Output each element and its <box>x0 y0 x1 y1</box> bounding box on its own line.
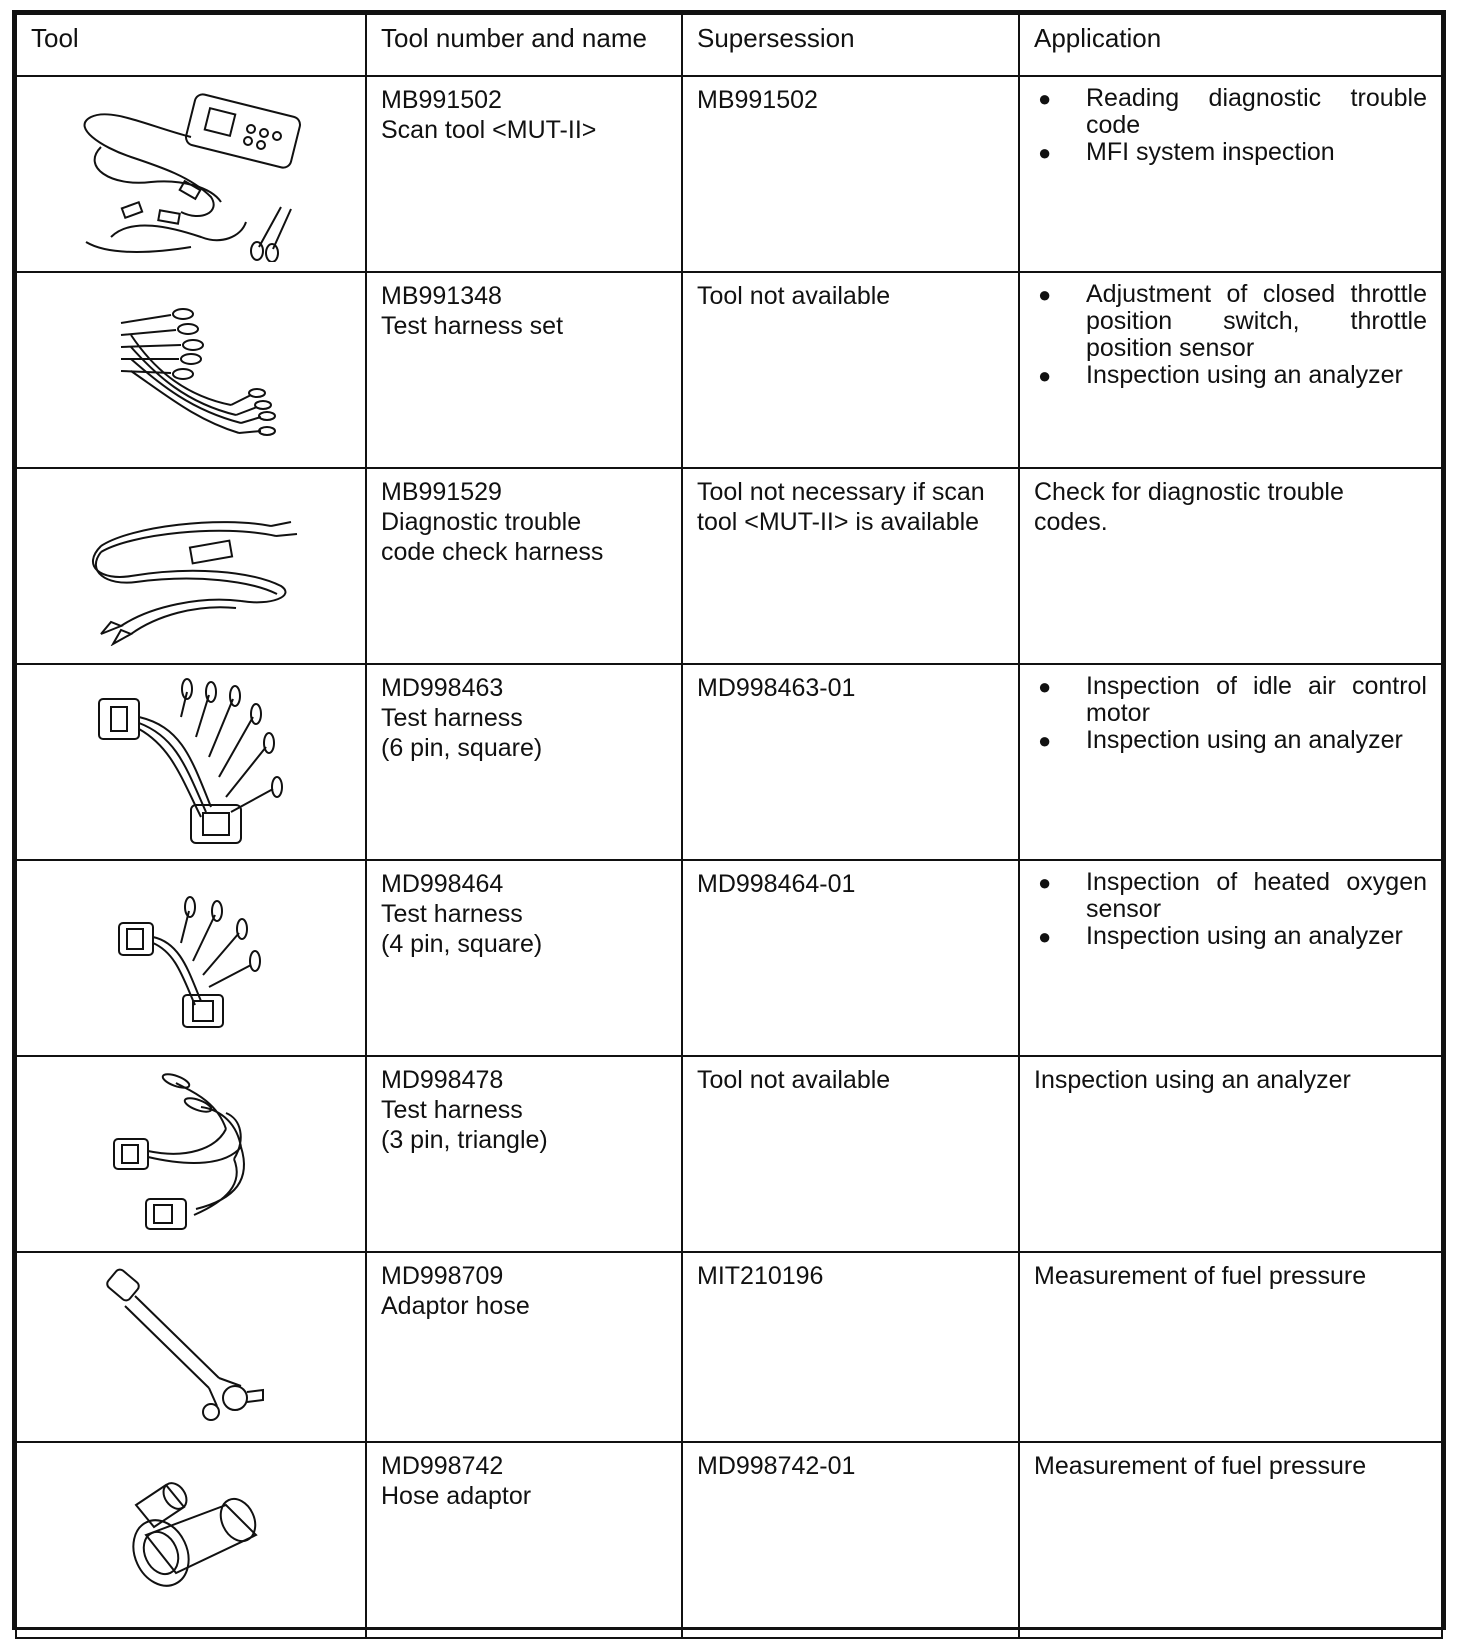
supersession-text: MIT210196 <box>697 1262 824 1290</box>
tool-name: (6 pin, square) <box>381 734 543 762</box>
tool-number-name-cell <box>366 860 682 1056</box>
supersession-text: MD998463-01 <box>697 674 856 702</box>
table-row <box>16 1056 1442 1252</box>
tool-name: Diagnostic trouble <box>381 508 582 536</box>
supersession-text: Tool not necessary if scan <box>697 478 985 506</box>
test-harness-4pin-icon <box>111 883 271 1033</box>
supersession-cell <box>682 1056 1019 1252</box>
table-row <box>16 1442 1442 1638</box>
supersession-cell <box>682 272 1019 468</box>
application-text: Measurement of fuel pressure <box>1034 1262 1367 1290</box>
tool-name: Hose adaptor <box>381 1482 532 1510</box>
application-cell <box>1019 1056 1442 1252</box>
application-list <box>1034 673 1427 754</box>
application-cell <box>1019 860 1442 1056</box>
application-list <box>1034 869 1427 950</box>
supersession-text: MB991502 <box>697 86 818 114</box>
tool-name: Test harness <box>381 1096 523 1124</box>
hose-adaptor-icon <box>106 1465 276 1615</box>
tool-number-name-cell <box>366 1252 682 1442</box>
tool-name: Test harness set <box>381 312 564 340</box>
tool-number: MB991348 <box>381 282 502 310</box>
application-cell <box>1019 468 1442 664</box>
table-row <box>16 468 1442 664</box>
tool-name: Scan tool <MUT-II> <box>381 116 597 144</box>
tool-number-name-cell <box>366 76 682 272</box>
tool-image-cell <box>16 1442 366 1638</box>
supersession-cell <box>682 860 1019 1056</box>
tool-number: MB991529 <box>381 478 502 506</box>
tool-name: Test harness <box>381 900 523 928</box>
application-item: ● MFI system inspection <box>1034 139 1427 166</box>
application-cell <box>1019 76 1442 272</box>
application-cell <box>1019 272 1442 468</box>
supersession-text: Tool not available <box>697 282 891 310</box>
application-list <box>1034 281 1427 389</box>
table-row <box>16 664 1442 860</box>
application-list <box>1034 85 1427 166</box>
supersession-cell <box>682 1442 1019 1638</box>
tool-image-cell <box>16 664 366 860</box>
tool-number: MD998463 <box>381 674 504 702</box>
supersession-cell <box>682 1252 1019 1442</box>
tool-number-name-cell <box>366 1056 682 1252</box>
tool-number-name-cell <box>366 1442 682 1638</box>
application-cell <box>1019 1442 1442 1638</box>
supersession-cell <box>682 664 1019 860</box>
supersession-cell <box>682 468 1019 664</box>
diagnostic-check-harness-icon <box>71 486 311 646</box>
tool-number-name-cell <box>366 272 682 468</box>
application-item: ● Inspection using an analyzer <box>1034 923 1427 950</box>
supersession-text: Tool not available <box>697 1066 891 1094</box>
tool-number: MD998709 <box>381 1262 504 1290</box>
tool-image-cell <box>16 468 366 664</box>
supersession-text: MD998464-01 <box>697 870 856 898</box>
tool-number: MD998742 <box>381 1452 504 1480</box>
table-row <box>16 272 1442 468</box>
tool-number-name-cell <box>366 468 682 664</box>
header-tool-number-and-name: Tool number and name <box>366 14 682 76</box>
adaptor-hose-icon <box>91 1262 291 1432</box>
tool-number-name-cell <box>366 664 682 860</box>
application-item: ● Inspection of idle air control motor <box>1034 673 1427 727</box>
application-item: ● Adjustment of closed throttle position switch, throttle position sensor <box>1034 281 1427 362</box>
header-tool: Tool <box>16 14 366 76</box>
tool-name: Adaptor hose <box>381 1292 530 1320</box>
header-application: Application <box>1019 14 1442 76</box>
application-item: ● Reading diagnostic trouble code <box>1034 85 1427 139</box>
supersession-text: MD998742-01 <box>697 1452 856 1480</box>
tool-image-cell <box>16 860 366 1056</box>
test-harness-3pin-icon <box>106 1069 276 1239</box>
tool-image-cell <box>16 272 366 468</box>
special-tools-table-frame <box>12 10 1446 1630</box>
tool-number: MB991502 <box>381 86 502 114</box>
tool-image-cell <box>16 76 366 272</box>
scan-tool-mut-ii-icon <box>71 87 311 262</box>
application-item: ● Inspection of heated oxygen sensor <box>1034 869 1427 923</box>
supersession-text: tool <MUT-II> is available <box>697 508 980 536</box>
supersession-cell <box>682 76 1019 272</box>
tool-number: MD998464 <box>381 870 504 898</box>
application-item: ● Inspection using an analyzer <box>1034 727 1427 754</box>
tool-image-cell <box>16 1252 366 1442</box>
header-supersession: Supersession <box>682 14 1019 76</box>
application-text: Inspection using an analyzer <box>1034 1066 1351 1094</box>
special-tools-table <box>15 13 1443 1639</box>
tool-image-cell <box>16 1056 366 1252</box>
tool-number: MD998478 <box>381 1066 504 1094</box>
tool-name: (3 pin, triangle) <box>381 1126 548 1154</box>
table-row <box>16 1252 1442 1442</box>
application-text: Measurement of fuel pressure <box>1034 1452 1367 1480</box>
table-header-row <box>16 14 1442 76</box>
application-text: codes. <box>1034 508 1108 536</box>
application-item: ● Inspection using an analyzer <box>1034 362 1427 389</box>
application-text: Check for diagnostic trouble <box>1034 478 1344 506</box>
test-harness-set-icon <box>91 295 291 445</box>
table-row <box>16 860 1442 1056</box>
tool-name: code check harness <box>381 538 604 566</box>
tool-name: (4 pin, square) <box>381 930 543 958</box>
table-row <box>16 76 1442 272</box>
tool-name: Test harness <box>381 704 523 732</box>
application-cell <box>1019 664 1442 860</box>
test-harness-6pin-icon <box>91 677 291 847</box>
application-cell <box>1019 1252 1442 1442</box>
